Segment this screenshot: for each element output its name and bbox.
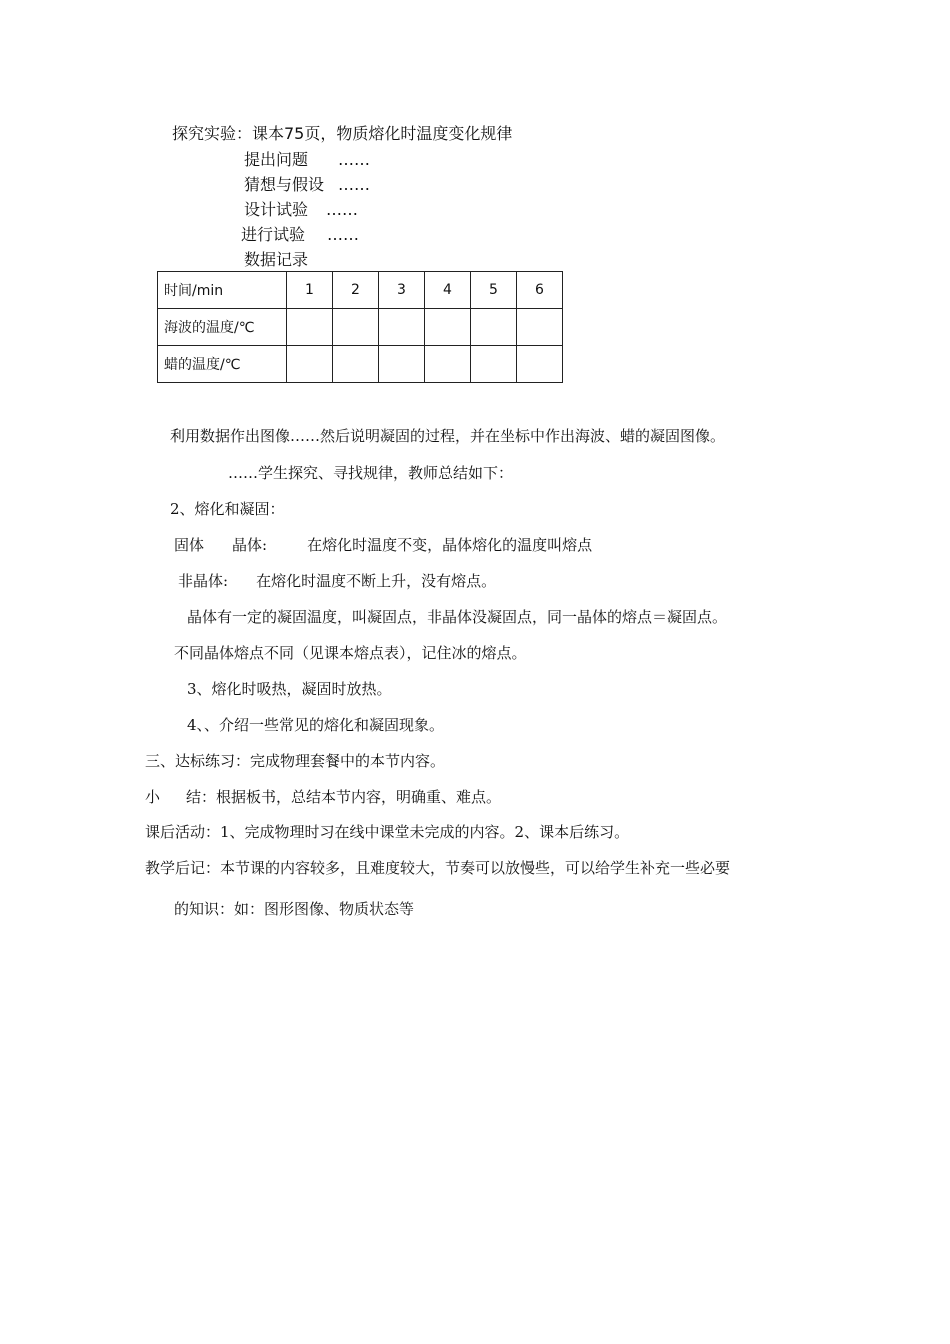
step-dots: ……: [327, 225, 360, 244]
paragraph-freezing-point: 晶体有一定的凝固温度，叫凝固点，非晶体没凝固点，同一晶体的熔点＝凝固点。: [187, 608, 728, 626]
paragraph-melting-points: 不同晶体熔点不同（见课本熔点表），记住冰的熔点。: [174, 644, 527, 662]
section-4: 4、、介绍一些常见的熔化和凝固现象。: [187, 716, 445, 734]
table-cell: [471, 309, 517, 346]
crystal-line: [174, 535, 592, 555]
table-cell: [425, 346, 471, 383]
teaching-notes-line-1: 教学后记：本节课的内容较多，且难度较大，节奏可以放慢些，可以给学生补充一些必要: [145, 859, 731, 877]
step-hypothesis: [244, 175, 370, 195]
table-row-label: 蜡的温度/℃: [158, 346, 287, 383]
solid-label: 固体: [174, 536, 205, 554]
table-header-cell: 6: [517, 272, 563, 309]
summary-text: 根据板书，总结本节内容，明确重、难点。: [216, 788, 502, 806]
section-2-title: 2、熔化和凝固：: [170, 500, 285, 518]
table-cell: [471, 346, 517, 383]
step-conduct: [241, 225, 359, 245]
step-ask-question: [244, 150, 370, 170]
table-cell: [333, 346, 379, 383]
summary-label-a: 小: [145, 788, 161, 806]
table-header-label: 时间/min: [158, 272, 287, 309]
noncrystal-label: 非晶体:: [178, 572, 229, 590]
practice-line: 三、达标练习：完成物理套餐中的本节内容。: [145, 752, 446, 770]
table-cell: [287, 309, 333, 346]
table-row: [158, 346, 563, 383]
table-row-label: 海波的温度/℃: [158, 309, 287, 346]
crystal-label: 晶体:: [232, 536, 268, 554]
data-table: [157, 271, 563, 383]
crystal-text: 在熔化时温度不变，晶体熔化的温度叫熔点: [307, 536, 593, 554]
table-cell: [333, 309, 379, 346]
table-cell: [379, 346, 425, 383]
step-label: 数据记录: [244, 250, 309, 269]
step-dots: ……: [326, 200, 359, 219]
step-dots: ……: [338, 150, 371, 169]
summary-label-b: 结：: [186, 788, 217, 806]
table-header-cell: 5: [471, 272, 517, 309]
noncrystal-text: 在熔化时温度不断上升，没有熔点。: [256, 572, 497, 590]
summary-line: [145, 787, 501, 807]
teaching-notes-line-2: 的知识：如：图形图像、物质状态等: [174, 900, 415, 918]
step-label: 设计试验: [244, 200, 309, 219]
table-header-cell: 2: [333, 272, 379, 309]
table-cell: [425, 309, 471, 346]
step-design: [244, 200, 358, 220]
table-header-cell: 1: [287, 272, 333, 309]
step-label: 提出问题: [244, 150, 309, 169]
step-dots: ……: [338, 175, 371, 194]
table-cell: [517, 346, 563, 383]
table-header-cell: 3: [379, 272, 425, 309]
table-header-cell: 4: [425, 272, 471, 309]
table-cell: [287, 346, 333, 383]
noncrystal-line: [178, 571, 496, 591]
section-3: 3、熔化时吸热，凝固时放热。: [187, 680, 392, 698]
step-data-record: [244, 250, 308, 270]
step-label: 进行试验: [241, 225, 306, 244]
table-row: [158, 309, 563, 346]
paragraph-student-explore: ……学生探究、寻找规律，教师总结如下：: [228, 464, 514, 482]
experiment-title: 探究实验：课本75页，物质熔化时温度变化规律: [172, 124, 513, 143]
table-cell: [517, 309, 563, 346]
after-class-line: 课后活动：1、完成物理时习在线中课堂未完成的内容。2、课本后练习。: [145, 823, 630, 841]
paragraph-plot-data: 利用数据作出图像……然后说明凝固的过程，并在坐标中作出海波、蜡的凝固图像。: [170, 427, 726, 445]
table-header-row: [158, 272, 563, 309]
table-cell: [379, 309, 425, 346]
step-label: 猜想与假设: [244, 175, 325, 194]
